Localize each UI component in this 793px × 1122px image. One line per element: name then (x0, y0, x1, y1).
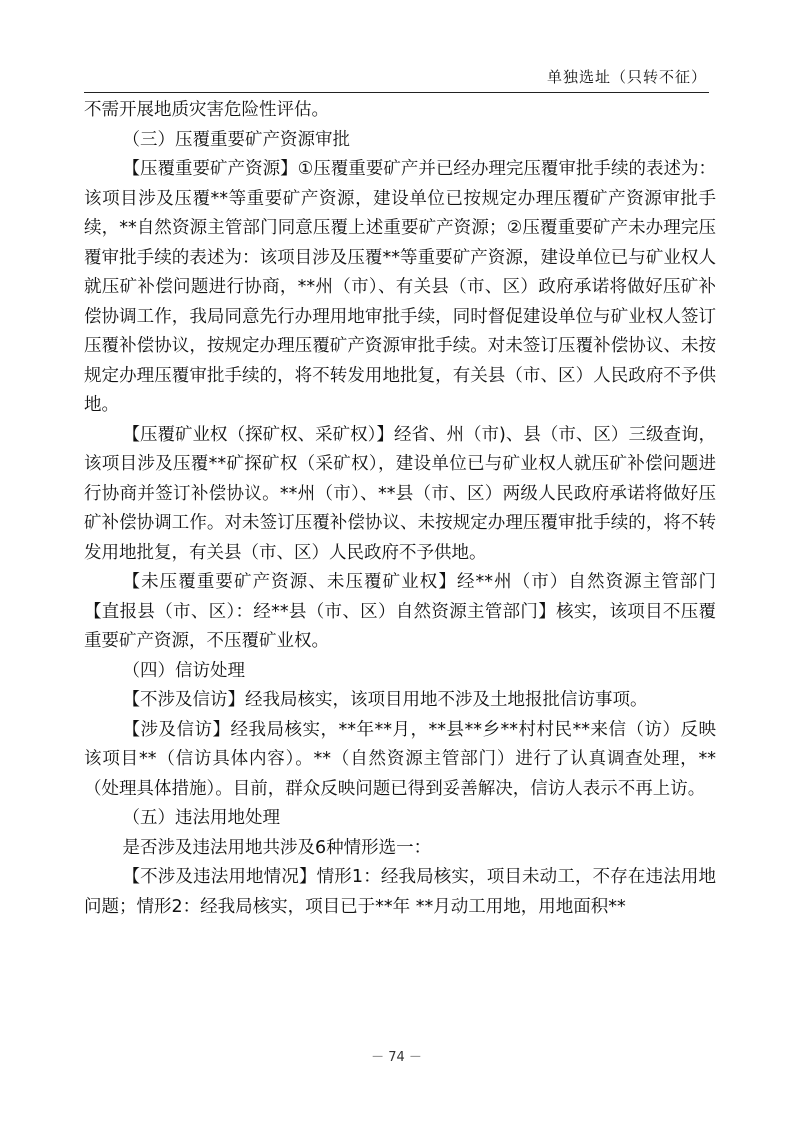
section-heading-illegal-land-use: （五）违法用地处理 (122, 808, 280, 828)
section-heading-mineral-resources: （三）压覆重要矿产资源审批 (122, 129, 350, 150)
paragraph-no-illegal-land-use: 【不涉及违法用地情况】情形1：经我局核实，项目未动工，不存在违法用地问题；情形2：经我局核实，项目已于**年 **月动工用地，用地面积** (84, 867, 716, 917)
paragraph-important-minerals: 【压覆重要矿产资源】①压覆重要矿产并已经办理完压覆审批手续的表述为：该项目涉及压覆**等重要矿产资源，建设单位已按规定办理压覆矿产资源审批手续，**自然资源主管部门同意压覆上述重要矿产资源；②压覆重要矿产未办理完压覆审批手续的表述为：该项目涉及压覆**等重要矿产资源，建设单位已与矿业权人就压矿补偿问题进行协商，**州（市）、有关县（市、区）政府承诺将做好压矿补偿协调工作，我局同意先行办理用地审批手续，同时督促建设单位与矿业权人签订压覆补偿协议，按规定办理压覆矿产资源审批手续。对未签订压覆补偿协议、未按规定办理压覆审批手续的，将不转发用地批复，有关县（市、区）人民政府不予供地。 (84, 159, 716, 415)
page-number: － 74 － (371, 1050, 422, 1065)
paragraph-mining-rights: 【压覆矿业权（探矿权、采矿权）】经省、州（市)、县（市、区）三级查询，该项目涉及压覆**矿探矿权（采矿权），建设单位已与矿业权人就压矿补偿问题进行协商并签订补偿协议。**州（市）、**县（市、区）两级人民政府承诺将做好压矿补偿协调工作。对未签订压覆补偿协议、未按规定办理压覆审批手续的，将不转发用地批复，有关县（市、区）人民政府不予供地。 (84, 424, 716, 563)
section-heading-petitions: （四）信访处理 (122, 660, 245, 681)
document-body (84, 96, 716, 922)
header-divider (84, 92, 709, 93)
paragraph-six-cases: 是否涉及违法用地共涉及6种情形选一： (122, 837, 432, 858)
paragraph-no-overlay: 【未压覆重要矿产资源、未压覆矿业权】经**州（市）自然资源主管部门【直报县（市、区）：经**县（市、区）自然资源主管部门】核实，该项目不压覆重要矿产资源，不压覆矿业权。 (84, 572, 716, 651)
paragraph-petition: 【涉及信访】经我局核实，**年**月，**县**乡**村村民**来信（访）反映该项目**（信访具体内容）。**（自然资源主管部门）进行了认真调查处理，**（处理具体措施）。目前，群众反映问题已得到妥善解决，信访人表示不再上访。 (84, 719, 716, 799)
paragraph-no-petition: 【不涉及信访】经我局核实，该项目用地不涉及土地报批信访事项。 (122, 690, 648, 710)
running-header: 单独选址（只转不征） (546, 68, 707, 86)
paragraph-continuation: 不需开展地质灾害危险性评估。 (84, 100, 329, 120)
